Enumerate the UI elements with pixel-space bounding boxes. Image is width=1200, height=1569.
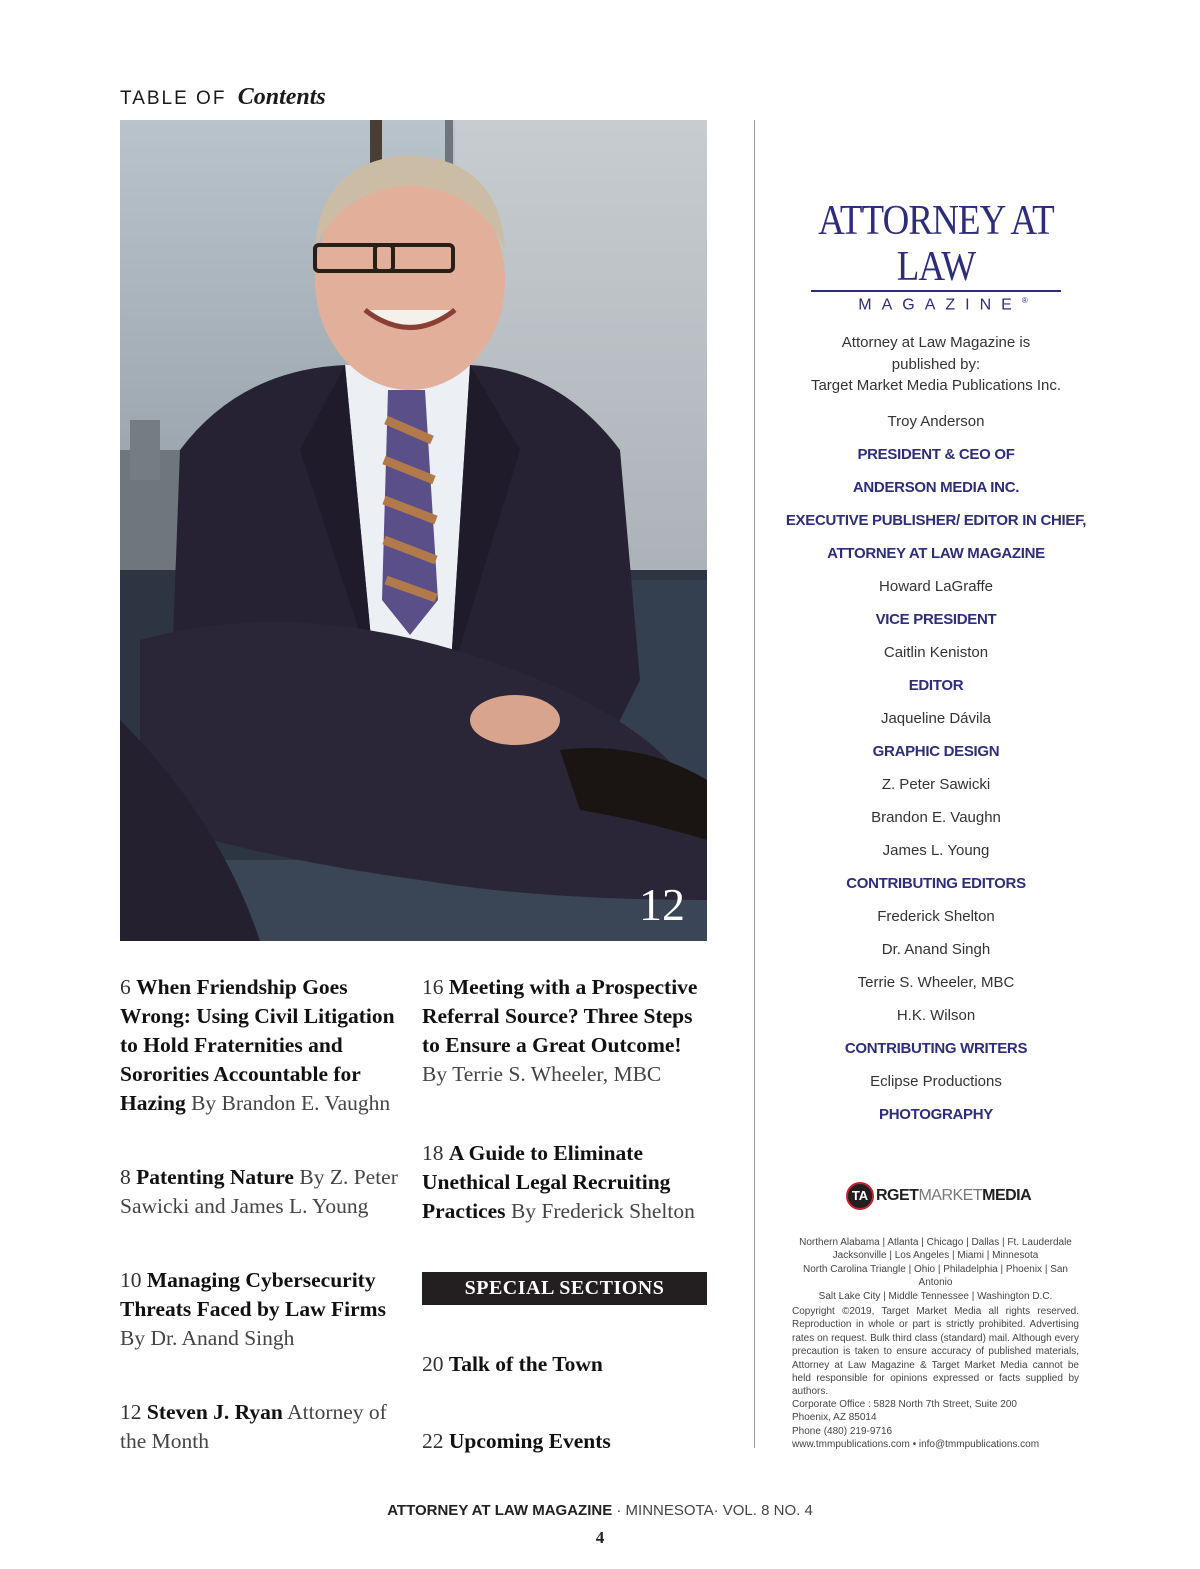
masthead-role: EDITOR	[908, 676, 964, 694]
contact-line: Phone (480) 219-9716	[792, 1425, 893, 1437]
masthead-role: ANDERSON MEDIA INC.	[852, 478, 1020, 496]
registered-mark: ®	[1021, 296, 1028, 305]
masthead-role: GRAPHIC DESIGN	[872, 742, 1000, 760]
masthead-name: Howard LaGraffe	[879, 577, 993, 595]
article-title: Patenting Nature	[136, 1165, 294, 1189]
masthead-role: ATTORNEY AT LAW MAGAZINE	[827, 544, 1045, 562]
masthead-name: Terrie S. Wheeler, MBC	[857, 973, 1015, 991]
masthead-role: EXECUTIVE PUBLISHER/ EDITOR IN CHIEF,	[785, 511, 1087, 529]
article-item[interactable]	[120, 1398, 410, 1456]
article-item[interactable]	[422, 973, 712, 1089]
logo-rule	[811, 290, 1061, 292]
contact-line: Corporate Office : 5828 North 7th Street, Suite 200	[792, 1399, 1017, 1410]
toc-heading-prefix: TABLE OF	[120, 88, 227, 109]
article-item[interactable]	[422, 1427, 712, 1456]
city-list	[792, 1236, 1079, 1303]
article-item[interactable]	[120, 1163, 410, 1221]
article-page: 20	[422, 1352, 444, 1376]
masthead-name: Dr. Anand Singh	[881, 940, 991, 958]
city-line: Salt Lake City | Middle Tennessee | Washington D.C.	[818, 1290, 1053, 1302]
article-byline: By Terrie S. Wheeler, MBC	[422, 1062, 662, 1086]
tmm-logo-part: MARKET	[918, 1187, 983, 1204]
article-item[interactable]	[120, 973, 410, 1118]
magazine-logo[interactable]	[796, 198, 1076, 314]
logo-subtitle-text: MAGAZINE	[858, 296, 1022, 314]
city-line: North Carolina Triangle | Ohio | Philadelphia | Phoenix | San Antonio	[803, 1263, 1068, 1289]
city-line: Northern Alabama | Atlanta | Chicago | Dallas | Ft. Lauderdale	[799, 1237, 1072, 1248]
article-title: Steven J. Ryan	[146, 1400, 283, 1424]
article-title: Talk of the Town	[448, 1352, 603, 1376]
toc-heading-italic: Contents	[237, 84, 326, 110]
city-line: Jacksonville | Los Angeles | Miami | Minnesota	[832, 1250, 1039, 1262]
intro-line: Target Market Media Publications Inc.	[810, 377, 1062, 394]
masthead-credits	[780, 405, 1092, 1131]
column-divider	[754, 120, 755, 1448]
masthead-role: VICE PRESIDENT	[875, 610, 997, 628]
masthead-name: Frederick Shelton	[877, 907, 995, 925]
masthead	[780, 332, 1092, 1131]
contact-line[interactable]: www.tmmpublications.com • info@tmmpublications.com	[792, 1439, 1040, 1451]
masthead-role: CONTRIBUTING WRITERS	[844, 1039, 1028, 1057]
special-sections-banner: SPECIAL SECTIONS	[422, 1272, 707, 1305]
article-byline: By Brandon E. Vaughn	[191, 1091, 391, 1115]
article-title: A Guide to Eliminate Unethical Legal Recruiting Practices	[422, 1141, 671, 1223]
footer-issue: · MINNESOTA· VOL. 8 NO. 4	[612, 1502, 813, 1519]
target-market-media-logo[interactable]	[846, 1181, 1031, 1211]
tmm-logo-part: MEDIA	[982, 1187, 1032, 1204]
tmm-logo-circle: TA	[846, 1182, 874, 1210]
intro-line: published by:	[891, 355, 981, 373]
article-page: 8	[120, 1165, 131, 1189]
masthead-name: H.K. Wilson	[896, 1006, 976, 1024]
masthead-role: CONTRIBUTING EDITORS	[846, 874, 1026, 892]
copyright-notice: Copyright ©2019, Target Market Media all rights reserved. Reproduction in whole or part is strictly prohibited. Advertising rates on request. Bulk third class (standard) mail. Although every precaution is taken to ensure accuracy of published materials, Attorney at Law Magazine & Target Market Media cannot be held responsible for opinions expressed or facts supplied by authors.	[792, 1306, 1079, 1398]
masthead-name: Eclipse Productions	[870, 1072, 1002, 1090]
article-title: Upcoming Events	[448, 1429, 611, 1453]
masthead-name: Troy Anderson	[887, 412, 985, 430]
masthead-intro	[780, 332, 1092, 397]
page-footer	[0, 1502, 1200, 1519]
masthead-name: Z. Peter Sawicki	[881, 775, 991, 793]
intro-line: Attorney at Law Magazine is	[841, 334, 1031, 351]
article-page: 18	[422, 1141, 444, 1165]
article-item[interactable]	[422, 1139, 712, 1226]
masthead-role: PRESIDENT & CEO OF	[857, 445, 1015, 463]
photo-page-number: 12	[639, 879, 685, 930]
article-byline: By Z. Peter Sawicki and James L. Young	[120, 1165, 398, 1218]
article-item[interactable]	[120, 1266, 410, 1353]
logo-subtitle	[796, 296, 1076, 314]
masthead-name: Jaqueline Dávila	[880, 709, 992, 727]
contact-line: Phoenix, AZ 85014	[792, 1412, 877, 1424]
contact-info	[792, 1398, 1079, 1452]
masthead-role: PHOTOGRAPHY	[879, 1105, 993, 1123]
article-page: 16	[422, 975, 444, 999]
cover-photo[interactable]	[120, 120, 707, 941]
tmm-logo-part: RGET	[876, 1187, 919, 1204]
masthead-name: Brandon E. Vaughn	[871, 808, 1001, 826]
article-byline: By Frederick Shelton	[510, 1199, 695, 1223]
portrait-illustration	[120, 120, 707, 941]
masthead-name: Caitlin Keniston	[883, 643, 989, 661]
article-item[interactable]	[422, 1350, 712, 1379]
article-page: 12	[120, 1400, 142, 1424]
logo-title: ATTORNEY AT LAW	[818, 198, 1054, 290]
masthead-name: James L. Young	[882, 841, 990, 859]
article-title: When Friendship Goes Wrong: Using Civil Litigation to Hold Fraternities and Sororities Accountable for Hazing	[120, 975, 395, 1115]
article-byline: By Dr. Anand Singh	[120, 1326, 295, 1350]
article-title: Managing Cybersecurity Threats Faced by Law Firms	[120, 1268, 386, 1321]
article-page: 6	[120, 975, 131, 999]
footer-magazine: ATTORNEY AT LAW MAGAZINE	[387, 1502, 613, 1519]
article-page: 22	[422, 1429, 444, 1453]
article-byline: Attorney of the Month	[120, 1400, 387, 1453]
article-page: 10	[120, 1268, 142, 1292]
article-title: Meeting with a Prospective Referral Source? Three Steps to Ensure a Great Outcome!	[422, 975, 698, 1057]
page-number: 4	[595, 1528, 605, 1547]
toc-heading	[120, 84, 326, 111]
